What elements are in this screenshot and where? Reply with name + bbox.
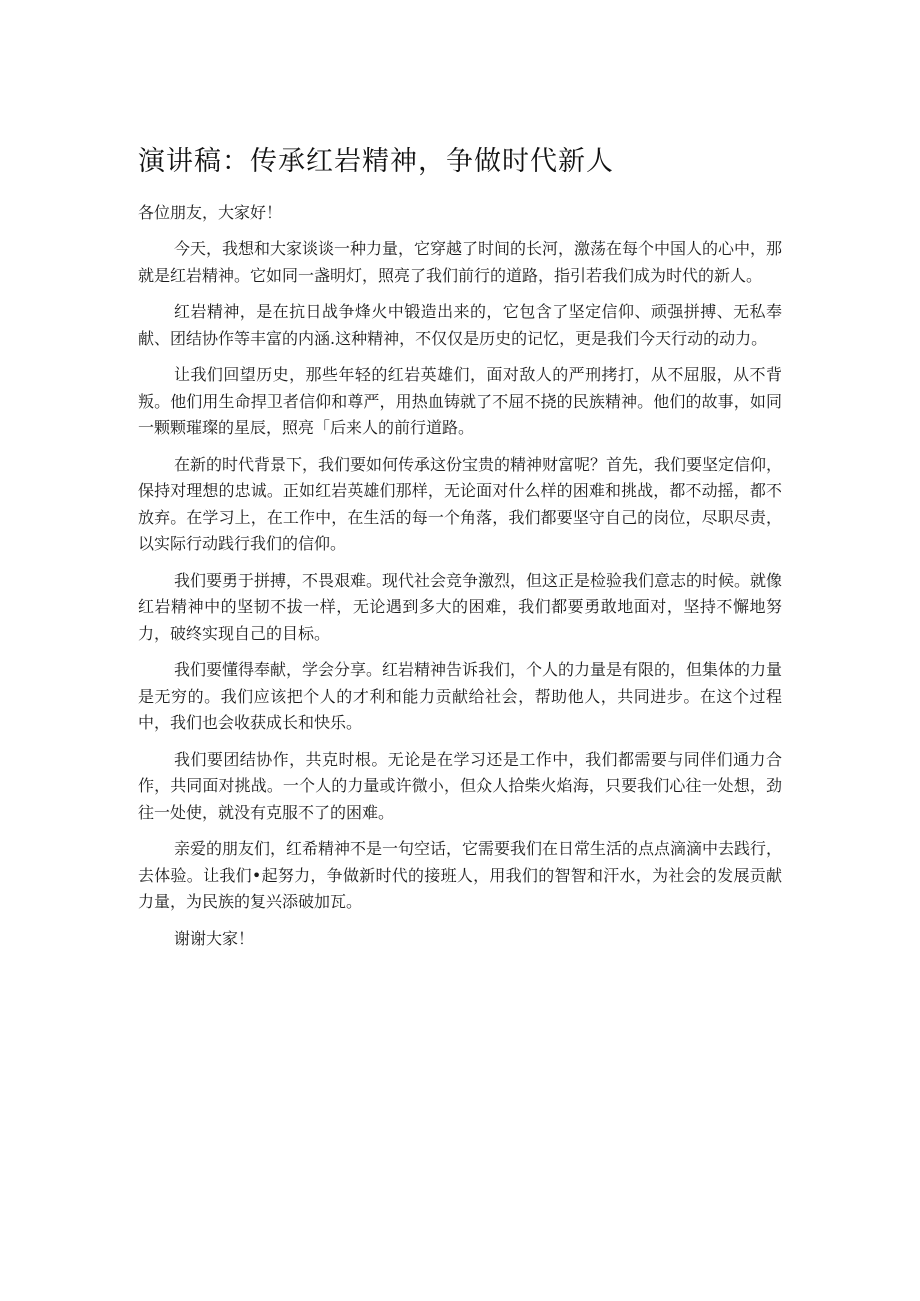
paragraph-3: 让我们回望历史，那些年轻的红岩英雄们，面对敌人的严刑拷打，从不屈服，从不背叛。他们用生命捍卫者信仰和尊严，用热血铸就了不屈不挠的民族精神。他们的故事，如同一颗颗璀璨的星辰，照亮「后来人的前行道路。 [138,365,782,437]
paragraph-4: 在新的时代背景下，我们要如何传承这份宝贵的精神财富呢？首先，我们要坚定信仰，保持对理想的忠诚。正如红岩英雄们那样，无论面对什么样的困难和挑战，都不动摇，都不放弃。在学习上，在工作中，在生活的每一个角落，我们都要坚守自己的岗位，尽职尽责，以实际行动践行我们的信仰。 [138,454,783,553]
paragraph-1: 今天，我想和大家谈谈一种力量，它穿越了时间的长河，激荡在每个中国人的心中，那就是红岩精神。它如同一盏明灯，照亮了我们前行的道路，指引若我们成为时代的新人。 [138,239,783,285]
document-title: 演讲稿：传承红岩精神，争做时代新人 [138,146,614,177]
greeting: 各位朋友，大家好！ [138,203,283,222]
closing-line: 谢谢大家！ [174,928,255,948]
paragraph-2: 红岩精神，是在抗日战争烽火中锻造出来的，它包含了坚定信仰、顽强拼搏、无私奉献、团结协作等丰富的内涵.这种精神，不仅仅是历史的记忆，更是我们今天行动的动力。 [138,302,782,348]
paragraph-7: 我们要团结协作，共克时根。无论是在学习还是工作中，我们都需要与同伴们通力合作，共同面对挑战。一个人的力量或许微小，但众人拾柴火焰海，只要我们心往一处想，劲往一处使，就没有克服不了的困难。 [138,749,782,822]
paragraph-6: 我们要懂得奉献，学会分享。红岩精神告诉我们，个人的力量是有限的，但集体的力量是无穷的。我们应该把个人的才利和能力贡献给社会，帮助他人，共同进步。在这个过程中，我们也会收获成长和快乐。 [138,660,783,732]
speech-document [138,142,782,952]
paragraph-5: 我们要勇于拼搏，不畏艰难。现代社会竞争激烈，但这正是检验我们意志的时候。就像红岩精神中的坚韧不拔一样，无论遇到多大的困难，我们都要勇敢地面对，坚持不懈地努力，破终实现自己的目标。 [138,570,783,643]
paragraph-8: 亲爱的朋友们，红希精神不是一句空话，它需要我们在日常生活的点点滴滴中去践行，去体验。让我们•起努力，争做新时代的接班人，用我们的智智和汗水，为社会的发展贡献力量，为民族的复兴添破加瓦。 [138,839,783,911]
